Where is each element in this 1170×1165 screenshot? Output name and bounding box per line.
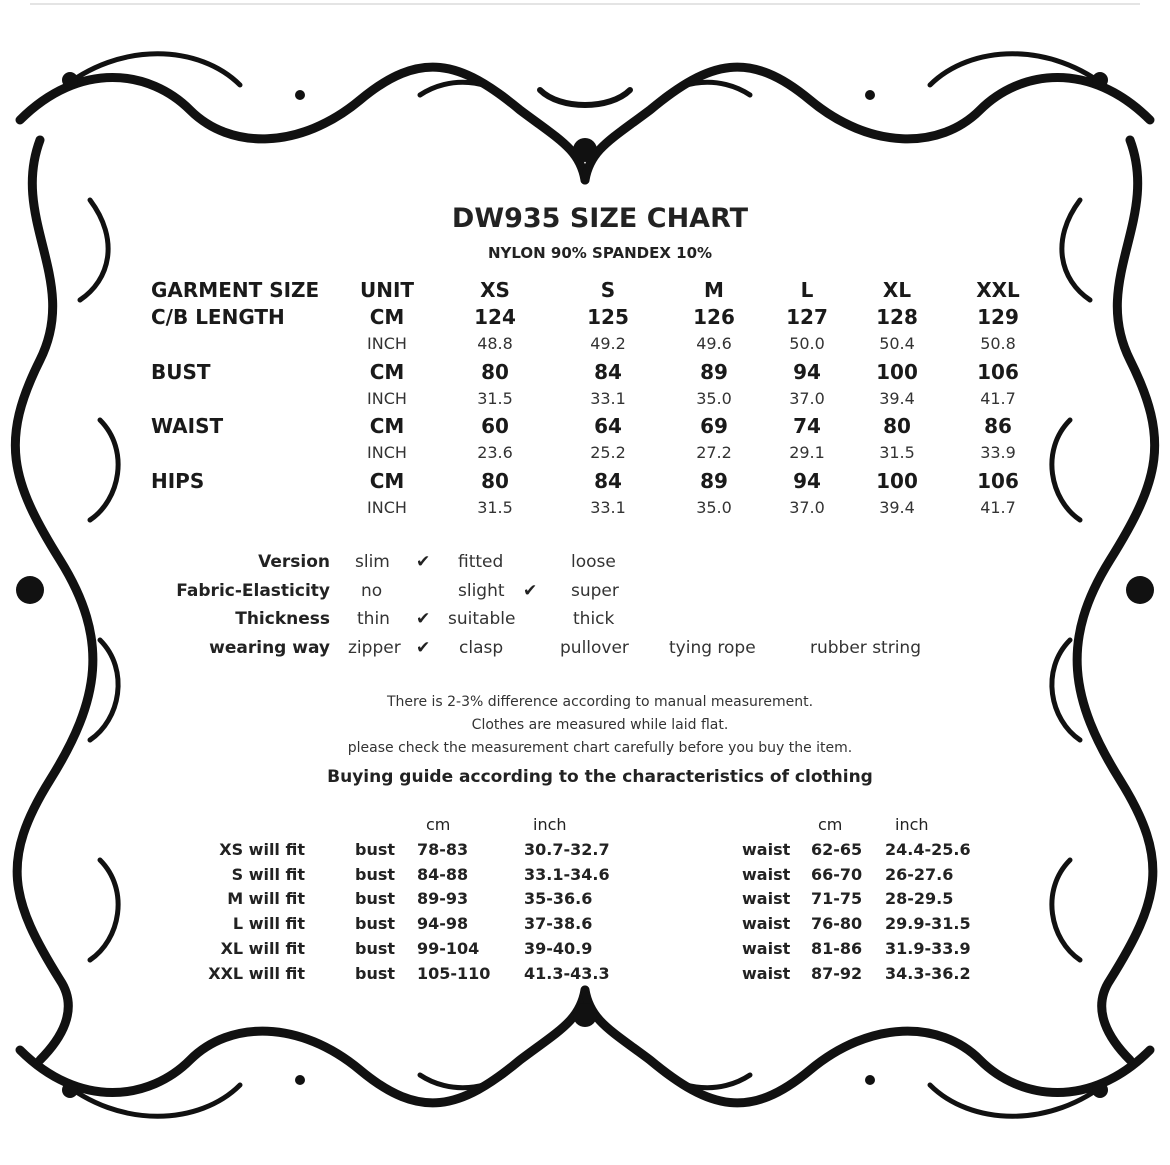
guide-waist-label: waist [742,938,791,958]
attribute-option: loose [571,552,616,572]
cell-cm-c-b-length: 129 [977,305,1019,329]
cell-inch-waist: 31.5 [879,443,915,462]
guide-bust-inch: 33.1-34.6 [524,864,610,884]
cell-cm-waist: 64 [594,414,622,438]
note-difference: There is 2-3% difference according to manual measurement. [386,694,814,710]
unit-cm-c-b-length: CM [369,305,405,329]
cell-cm-waist: 80 [883,414,911,438]
guide-bust-inch: 30.7-32.7 [524,840,610,859]
attribute-label-fabric-elasticity: Fabric-Elasticity [176,580,330,601]
row-label-bust: BUST [151,359,211,384]
note-laid-flat: Clothes are measured while laid flat. [471,717,729,733]
cell-inch-waist: 29.1 [789,443,825,462]
guide-waist-cm: 62-65 [811,840,863,859]
guide-waist-label: waist [742,840,791,859]
cell-inch-c-b-length: 50.8 [980,334,1016,353]
cell-cm-hips: 89 [700,468,728,493]
guide-waist-inch: 31.9-33.9 [885,938,971,958]
cell-inch-bust: 37.0 [789,388,825,408]
header-size-l: L [800,278,814,302]
cell-inch-hips: 37.0 [789,497,825,517]
unit-inch-bust: INCH [367,388,407,408]
guide-bust-cm: 105-110 [417,963,491,983]
cell-cm-bust: 94 [793,359,821,384]
attribute-option: suitable [448,609,516,629]
header-garment-size: GARMENT SIZE [151,278,320,302]
guide-bust-inch-header: inch [533,815,567,834]
guide-bust-inch: 39-40.9 [524,938,593,958]
attribute-option: clasp [459,637,504,658]
attribute-label-wearing-way: wearing way [209,637,330,658]
header-unit: UNIT [359,278,415,302]
cell-cm-c-b-length: 126 [693,305,735,329]
cell-inch-bust: 35.0 [696,388,732,408]
guide-bust-label: bust [355,963,396,983]
guide-waist-inch: 34.3-36.2 [885,963,971,983]
guide-fit-label: XL will fit [220,938,305,958]
guide-waist-label: waist [742,914,791,934]
guide-waist-cm: 76-80 [811,914,863,934]
guide-bust-label: bust [355,840,396,859]
cell-cm-hips: 80 [481,468,509,493]
guide-waist-inch: 28-29.5 [885,889,954,909]
header-size-m: M [704,278,724,302]
cell-inch-c-b-length: 50.0 [789,334,825,353]
cell-cm-c-b-length: 125 [587,305,629,329]
guide-bust-cm: 99-104 [417,938,480,958]
cell-cm-c-b-length: 128 [876,305,918,329]
cell-cm-waist: 69 [700,414,728,438]
guide-waist-inch: 26-27.6 [885,864,954,884]
attribute-option: pullover [560,637,629,658]
guide-bust-cm: 94-98 [417,914,469,934]
guide-bust-cm: 84-88 [417,864,469,884]
attribute-option: super [571,580,619,601]
header-size-s: S [600,278,616,302]
cell-inch-c-b-length: 49.2 [590,334,626,353]
attribute-option: slim [355,552,390,572]
cell-inch-c-b-length: 48.8 [477,334,513,353]
guide-bust-cm: 78-83 [417,840,469,859]
cell-cm-bust: 100 [876,359,918,384]
attribute-option: thick [573,609,615,629]
guide-fit-label: XXL will fit [208,963,305,983]
check-icon: ✔ [416,552,431,572]
guide-waist-inch: 24.4-25.6 [885,840,971,859]
attribute-option: rubber string [810,637,921,658]
row-label-c-b-length: C/B LENGTH [151,305,285,329]
cell-cm-bust: 89 [700,359,728,384]
attribute-label-version: Version [258,552,330,572]
guide-bust-cm: 89-93 [417,889,469,909]
guide-waist-inch: 29.9-31.5 [885,914,971,934]
unit-cm-hips: CM [369,468,405,493]
guide-fit-label: XS will fit [219,840,305,859]
guide-fit-label: S will fit [231,864,305,884]
cell-inch-waist: 27.2 [696,443,732,462]
row-label-waist: WAIST [151,414,224,438]
guide-waist-label: waist [742,864,791,884]
row-label-hips: HIPS [151,468,205,493]
cell-inch-bust: 33.1 [590,388,626,408]
cell-inch-waist: 33.9 [980,443,1016,462]
fabric-composition: NYLON 90% SPANDEX 10% [487,244,713,262]
page-title: DW935 SIZE CHART [451,203,749,234]
attribute-option: zipper [348,637,401,658]
cell-cm-c-b-length: 127 [786,305,828,329]
guide-waist-cm: 81-86 [811,938,863,958]
guide-bust-inch: 37-38.6 [524,914,593,934]
guide-fit-label: L will fit [232,914,305,934]
guide-waist-inch-header: inch [895,815,929,834]
cell-inch-waist: 25.2 [590,443,626,462]
guide-bust-cm-header: cm [426,815,451,834]
attribute-option: tying rope [669,637,756,658]
header-size-xxl: XXL [976,278,1020,302]
cell-cm-bust: 80 [481,359,509,384]
cell-cm-waist: 60 [481,414,509,438]
guide-waist-label: waist [742,889,791,909]
check-icon: ✔ [416,609,431,629]
unit-inch-waist: INCH [367,443,407,462]
cell-inch-c-b-length: 50.4 [879,334,915,353]
check-icon: ✔ [416,637,431,658]
header-size-xl: XL [882,278,912,302]
cell-inch-bust: 31.5 [477,388,513,408]
guide-waist-cm-header: cm [818,815,843,834]
attribute-option: slight [458,580,505,601]
attribute-option: fitted [458,552,504,572]
guide-waist-cm: 71-75 [811,889,863,909]
check-icon: ✔ [523,580,538,601]
cell-inch-bust: 39.4 [879,388,915,408]
cell-cm-hips: 100 [876,468,918,493]
cell-inch-waist: 23.6 [477,443,513,462]
cell-cm-waist: 74 [793,414,821,438]
unit-cm-bust: CM [369,359,405,384]
guide-fit-label: M will fit [227,889,305,909]
cell-inch-hips: 35.0 [696,497,732,517]
cell-inch-c-b-length: 49.6 [696,334,732,353]
guide-waist-cm: 66-70 [811,864,863,884]
cell-inch-bust: 41.7 [980,388,1016,408]
cell-cm-bust: 106 [977,359,1019,384]
cell-inch-hips: 33.1 [590,497,626,517]
note-check-chart: please check the measurement chart carefully before you buy the item. [347,740,853,756]
cell-inch-hips: 41.7 [980,497,1016,517]
buying-guide-title: Buying guide according to the characteristics of clothing [327,767,873,787]
unit-inch-c-b-length: INCH [367,334,407,353]
cell-cm-c-b-length: 124 [474,305,516,329]
cell-cm-hips: 94 [793,468,821,493]
guide-bust-inch: 41.3-43.3 [524,963,610,983]
cell-cm-bust: 84 [594,359,622,384]
guide-waist-cm: 87-92 [811,963,863,983]
attribute-option: no [361,580,383,601]
guide-bust-label: bust [355,889,396,909]
cell-inch-hips: 39.4 [879,497,915,517]
guide-waist-label: waist [742,963,791,983]
unit-inch-hips: INCH [367,497,407,517]
guide-bust-label: bust [355,938,396,958]
cell-cm-hips: 106 [977,468,1019,493]
cell-cm-hips: 84 [594,468,622,493]
cell-inch-hips: 31.5 [477,497,513,517]
guide-bust-label: bust [355,914,396,934]
attribute-option: thin [357,609,390,629]
guide-bust-label: bust [355,864,396,884]
header-size-xs: XS [480,278,510,302]
attribute-label-thickness: Thickness [235,609,330,629]
guide-bust-inch: 35-36.6 [524,889,593,909]
cell-cm-waist: 86 [984,414,1012,438]
unit-cm-waist: CM [369,414,405,438]
